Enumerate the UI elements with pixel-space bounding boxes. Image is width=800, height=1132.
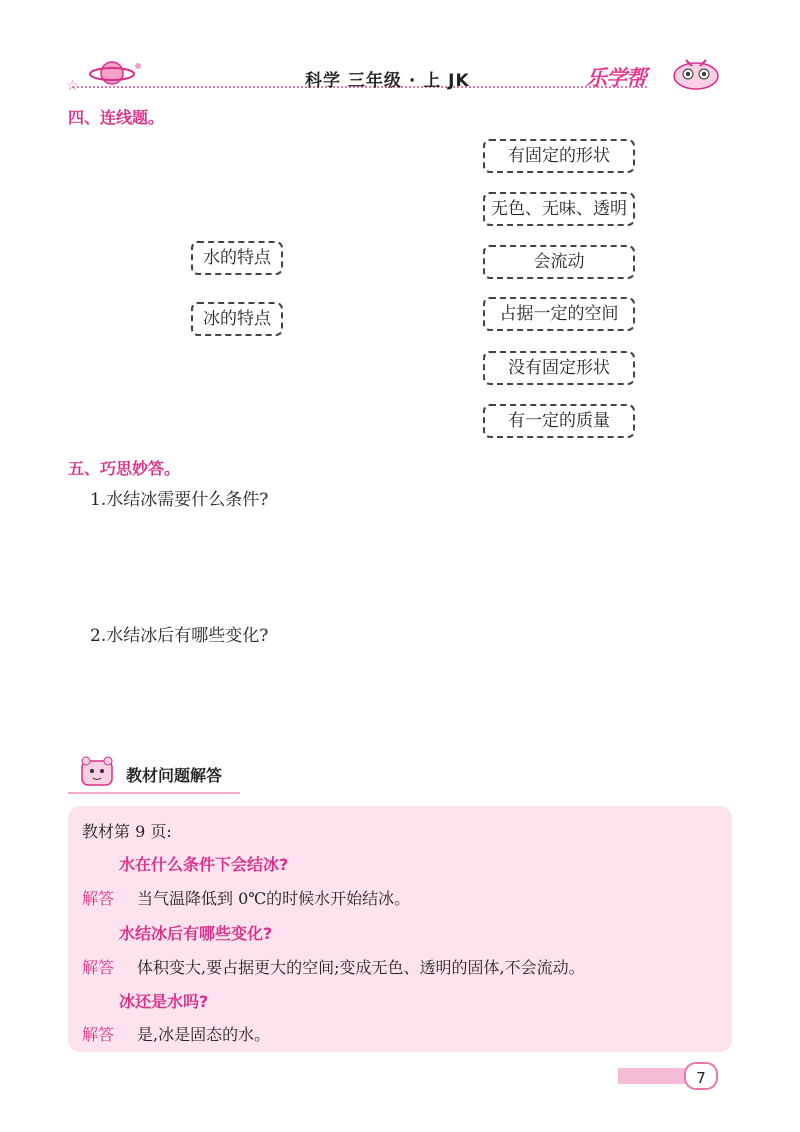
section5-title: 五、巧思妙答。 [68, 459, 181, 478]
right-item-6[interactable]: 有一定的质量 [483, 404, 635, 438]
question-1: 1.水结冰需要什么条件? [90, 490, 269, 510]
star-icon: ☆ [66, 78, 79, 94]
right-item-1[interactable]: 有固定的形状 [483, 139, 635, 173]
textbook-question-3: 冰还是水吗? [119, 992, 209, 1011]
section4-title: 四、连线题。 [68, 108, 165, 127]
bear-icon [74, 753, 120, 791]
header-subject: 科学 三年级 · 上 JK [305, 71, 470, 91]
planet-icon [86, 56, 146, 90]
left-item-ice[interactable]: 冰的特点 [191, 302, 283, 336]
textbook-answer-2: 体积变大,要占据更大的空间;变成无色、透明的固体,不会流动。 [137, 958, 585, 977]
right-item-2[interactable]: 无色、无味、透明 [483, 192, 635, 226]
textbook-section-title: 教材问题解答 [126, 766, 223, 785]
textbook-question-2: 水结冰后有哪些变化? [119, 924, 273, 943]
answer-label-2: 解答 [82, 958, 115, 977]
answer-label-3: 解答 [82, 1025, 115, 1044]
left-item-water[interactable]: 水的特点 [191, 241, 283, 275]
brand-logo: 乐学帮 [586, 66, 646, 90]
mascot-icon [666, 52, 726, 92]
textbook-answer-1: 当气温降低到 0℃的时候水开始结冰。 [137, 889, 411, 908]
right-item-4[interactable]: 占据一定的空间 [483, 297, 635, 331]
page-number-bar [618, 1068, 693, 1084]
page-reference: 教材第 9 页: [82, 822, 172, 841]
textbook-title-underline [68, 792, 240, 794]
page-number: 7 [684, 1062, 718, 1090]
answer-label-1: 解答 [82, 889, 115, 908]
textbook-question-1: 水在什么条件下会结冰? [119, 855, 289, 874]
question-2: 2.水结冰后有哪些变化? [90, 626, 269, 646]
right-item-5[interactable]: 没有固定形状 [483, 351, 635, 385]
right-item-3[interactable]: 会流动 [483, 245, 635, 279]
textbook-answer-3: 是,冰是固态的水。 [137, 1025, 271, 1044]
